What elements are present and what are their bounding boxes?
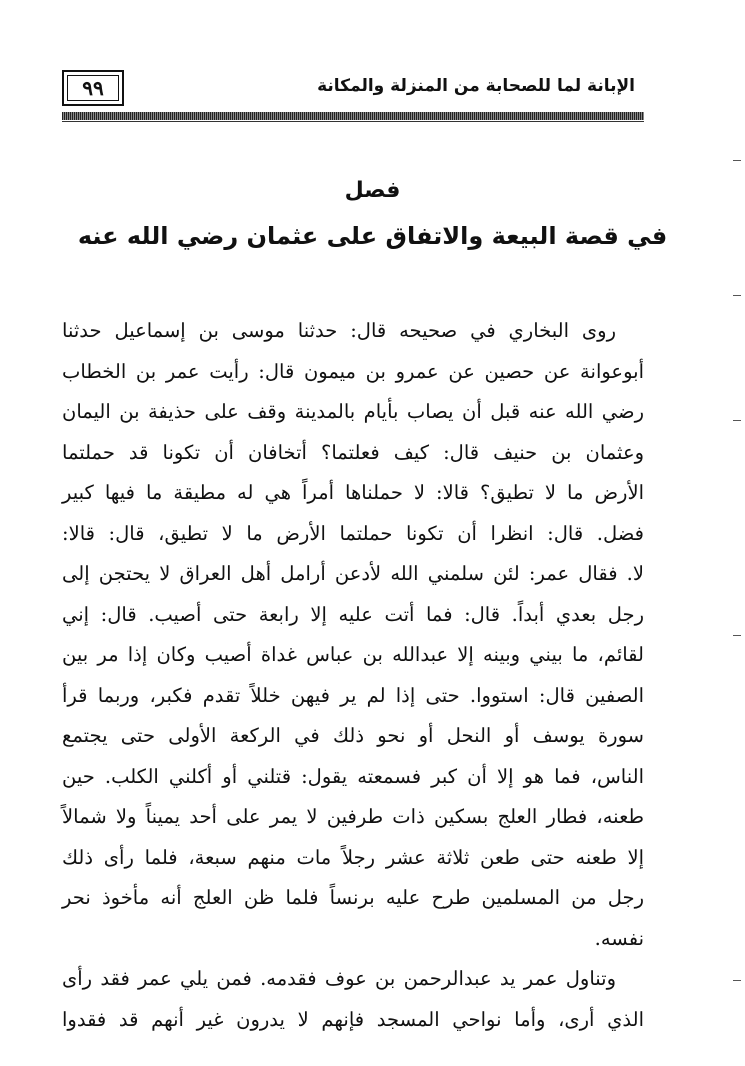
header-rule	[62, 112, 644, 120]
text-line: الناس، فما هو إلا أن كبر فسمعته يقول: قتلني أو أكلني الكلب. حين	[62, 764, 644, 788]
scan-edge-mark	[733, 980, 741, 981]
scan-edge-mark	[733, 160, 741, 161]
text-line: الصفين قال: استووا. حتى إذا لم ير فيهن خللاً تقدم فكبر، وربما قرأ	[62, 683, 644, 707]
text-line: سورة يوسف أو النحل أو نحو ذلك في الركعة الأولى حتى يجتمع	[62, 724, 644, 747]
section-label: فصل	[344, 178, 401, 203]
text-line: رجل من المسلمين طرح عليه برنساً فلما ظن العلج أنه مأخوذ نحر	[62, 886, 644, 909]
text-line: وتناول عمر يد عبدالرحمن بن عوف فقدمه. فمن يلي عمر فقد رأى	[62, 967, 616, 990]
text-line: رجل بعدي أبداً. قال: فما أتت عليه إلا رابعة حتى أصيب. قال: إني	[62, 602, 644, 626]
text-line: روى البخاري في صحيحه قال: حدثنا موسى بن إسماعيل حدثنا	[62, 319, 616, 342]
text-line: الأرض ما لا تطيق؟ قالا: لا حملناها أمراً هي له مطيقة ما فيها كبير	[62, 481, 644, 504]
text-line: وعثمان بن حنيف قال: كيف فعلتما؟ أتخافان أن تكونا قد حملتما	[62, 440, 644, 464]
text-line: فضل. قال: انظرا أن تكونا حملتما الأرض ما لا تطيق، قال: قالا:	[62, 521, 644, 545]
scan-edge-mark	[733, 295, 741, 296]
text-line: إلا طعنه حتى طعن ثلاثة عشر رجلاً مات منهم سبعة، فلما رأى ذلك	[62, 845, 644, 869]
text-line: نفسه.	[594, 926, 644, 950]
header-rule-thin	[62, 121, 644, 122]
page-number: ٩٩	[62, 70, 124, 106]
section-title: في قصة البيعة والاتفاق على عثمان رضي الله عنه	[77, 222, 668, 250]
text-line: طعنه، فطار العلج بسكين ذات طرفين لا يمر على أحد يميناً ولا شمالاً	[62, 805, 644, 828]
body-text	[62, 311, 644, 1040]
text-line: أبوعوانة عن حصين عن عمرو بن ميمون قال: رأيت عمر بن الخطاب	[62, 359, 644, 383]
text-line: الذي أرى، وأما نواحي المسجد فإنهم لا يدرون غير أنهم قد فقدوا	[62, 1007, 644, 1031]
running-header-title: الإبانة لما للصحابة من المنزلة والمكانة	[317, 76, 635, 96]
scan-edge-mark	[733, 635, 741, 636]
text-line: لا. فقال عمر: لئن سلمني الله لأدعن أرامل أهل العراق لا يحتجن إلى	[62, 562, 644, 585]
text-line: رضي الله عنه قبل أن يصاب بأيام بالمدينة وقف على حذيفة بن اليمان	[62, 400, 644, 423]
text-line: لقائم، ما بيني وبينه إلا عبدالله بن عباس غداة أصيب وكان إذا مر بين	[62, 643, 644, 666]
scan-edge-mark	[733, 420, 741, 421]
